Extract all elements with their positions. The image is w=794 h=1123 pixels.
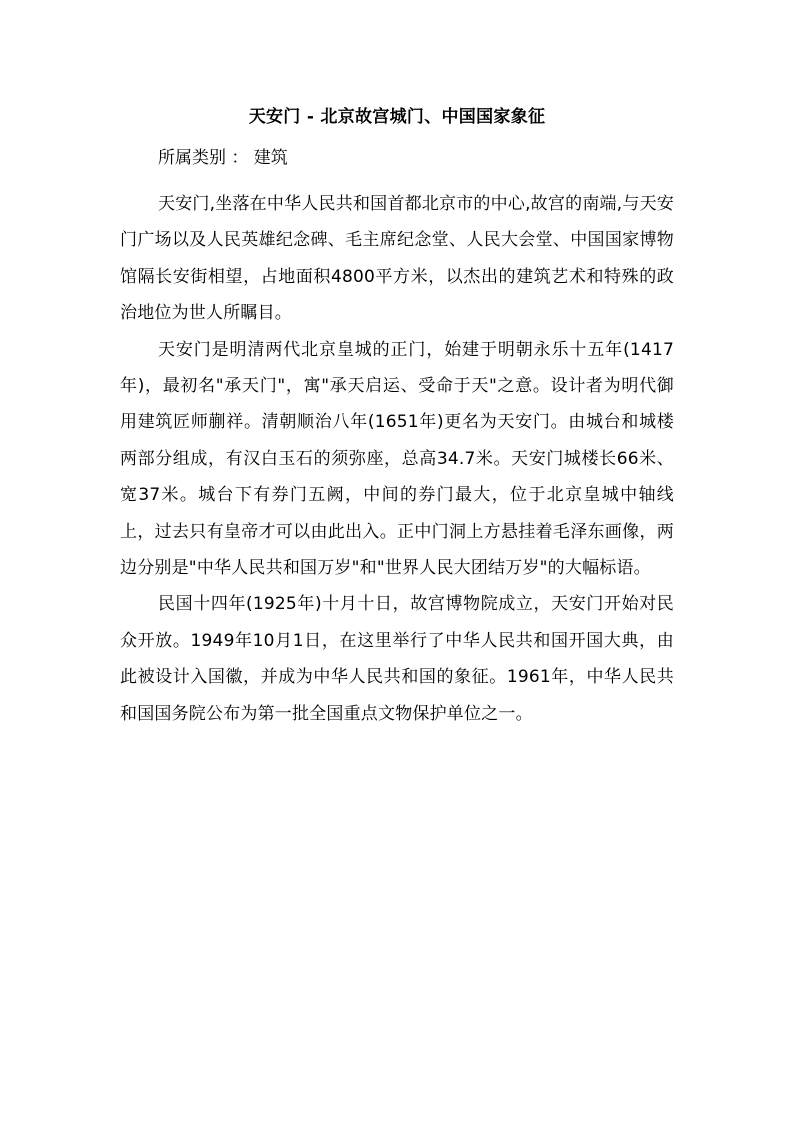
category-label: 所属类别 ： 建筑 bbox=[158, 148, 288, 168]
article-body bbox=[120, 186, 674, 732]
paragraph-modern: 民国十四年(1925年)十月十日，故宫博物院成立，天安门开始对民众开放。1949年10月1日，在这里举行了中华人民共和国开国大典，由此被设计入国徽，并成为中华人民共和国的象征。1961年，中华人民共和国国务院公布为第一批全国重点文物保护单位之一。 bbox=[120, 594, 674, 724]
paragraph-location: 天安门,坐落在中华人民共和国首都北京市的中心,故宫的南端,与天安门广场以及人民英雄纪念碑、毛主席纪念堂、人民大会堂、中国国家博物馆隔长安街相望，占地面积4800平方米，以杰出的建筑艺术和特殊的政治地位为世人所瞩目。 bbox=[120, 194, 674, 324]
document-title: 天安门 - 北京故宫城门、中国国家象征 bbox=[248, 107, 546, 127]
paragraph-history: 天安门是明清两代北京皇城的正门，始建于明朝永乐十五年(1417年)，最初名"承天门"，寓"承天启运、受命于天"之意。设计者为明代御用建筑匠师蒯祥。清朝顺治八年(1651年)更名为天安门。由城台和城楼两部分组成，有汉白玉石的须弥座，总高34.7米。天安门城楼长66米、宽37米。城台下有券门五阙，中间的券门最大，位于北京皇城中轴线上，过去只有皇帝才可以由此出入。正中门洞上方悬挂着毛泽东画像，两边分别是"中华人民共和国万岁"和"世界人民大团结万岁"的大幅标语。 bbox=[120, 339, 674, 579]
